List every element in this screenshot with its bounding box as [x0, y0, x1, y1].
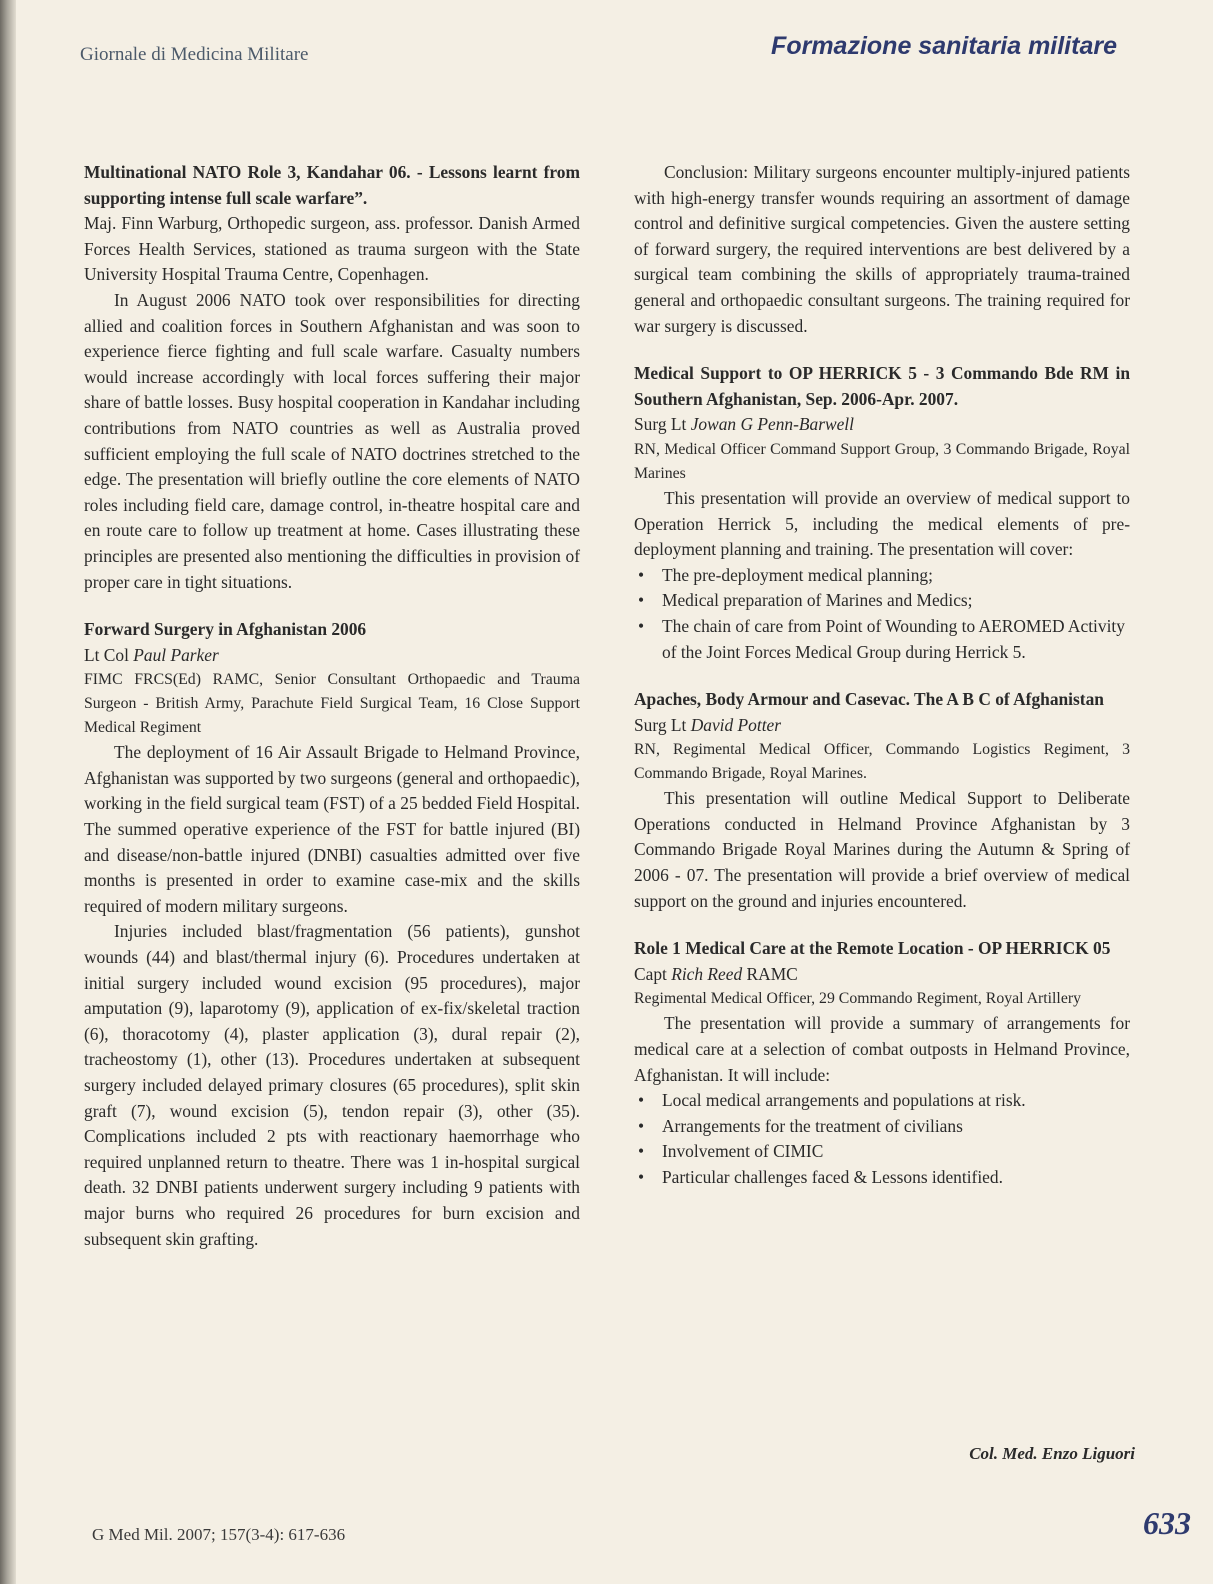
list-item: • The pre-deployment medical planning; — [662, 563, 1130, 589]
abstract-body — [84, 740, 580, 1252]
author-name: Rich Reed — [671, 963, 743, 984]
abstract-herrick5-support — [634, 361, 1130, 665]
abstract-body — [634, 786, 1130, 914]
list-item: • The chain of care from Point of Wounding to AEROMED Activity of the Joint Forces Medical Group during Herrick 5. — [662, 614, 1130, 665]
author-name: David Potter — [690, 714, 782, 735]
book-spine-shadow — [0, 0, 16, 1584]
page-number: 633 — [1143, 1505, 1191, 1541]
list-item: • Arrangements for the treatment of civilians — [662, 1114, 1130, 1140]
list-item: • Particular challenges faced & Lessons identified. — [662, 1165, 1130, 1191]
abstract-affiliation: RN, Regimental Medical Officer, Commando Logistics Regiment, 3 Commando Brigade, Royal Marines. — [634, 741, 1130, 783]
left-column — [84, 160, 580, 1274]
right-column — [634, 160, 1130, 1213]
abstract-role1-remote — [634, 936, 1130, 1190]
author-prefix: Surg Lt — [634, 714, 691, 735]
author-suffix: RAMC — [742, 963, 798, 984]
abstract-paragraph: The presentation will provide a summary of arrangements for medical care at a selection of combat outposts in Helmand Province, Afghanistan. It will include: — [634, 1013, 1130, 1085]
abstract-author — [634, 412, 1130, 438]
author-name: Paul Parker — [133, 644, 219, 665]
editor-signature: Col. Med. Enzo Liguori — [969, 1444, 1135, 1463]
journal-title: Giornale di Medicina Militare — [80, 44, 309, 65]
abstract-author — [634, 713, 1130, 739]
abstract-affiliation: Regimental Medical Officer, 29 Commando Regiment, Royal Artillery — [634, 990, 1081, 1008]
abstract-paragraph: This presentation will provide an overview of medical support to Operation Herrick 5, including the medical elements of pre-deployment planning and training. The presentation will cover: — [634, 487, 1130, 560]
list-item: • Local medical arrangements and populations at risk. — [662, 1088, 1130, 1114]
abstract-body — [634, 160, 1130, 339]
abstract-body — [634, 1011, 1130, 1190]
footer-citation: G Med Mil. 2007; 157(3-4): 617-636 — [92, 1525, 346, 1544]
abstract-affiliation: FIMC FRCS(Ed) RAMC, Senior Consultant Orthopaedic and Trauma Surgeon - British Army, Parachute Field Surgical Team, 16 Close Support Medical Regiment — [84, 671, 580, 737]
abstract-title: Forward Surgery in Afghanistan 2006 — [84, 619, 367, 640]
abstract-paragraph: Conclusion: Military surgeons encounter multiply-injured patients with high-energy transfer wounds requiring an assortment of damage control and definitive surgical competencies. Given the austere setting of forward surgery, the required interventions are best delivered by a surgical team combining the skills of appropriately trauma-trained general and orthopaedic consultant surgeons. The training required for war surgery is discussed. — [634, 162, 1130, 336]
author-name: Jowan G Penn-Barwell — [690, 414, 854, 435]
abstract-body — [84, 288, 580, 595]
abstract-affiliation: RN, Medical Officer Command Support Group, 3 Commando Brigade, Royal Marines — [634, 440, 1130, 482]
abstract-forward-surgery-continued — [634, 160, 1130, 339]
abstract-body — [634, 486, 1130, 665]
abstract-paragraph: The deployment of 16 Air Assault Brigade to Helmand Province, Afghanistan was supported by two surgeons (general and orthopaedic), working in the field surgical team (FST) of a 25 bedded Field Hospital. The summed operative experience of the FST for battle injured (BI) and disease/non-battle injured (DNBI) casualties admitted over five months is presented in order to examine case-mix and the skills required of modern military surgeons. — [84, 742, 580, 916]
bullet-list — [634, 1088, 1130, 1190]
abstract-title: Apaches, Body Armour and Casevac. The A B C of Afghanistan — [634, 689, 1104, 710]
abstract-paragraph: In August 2006 NATO took over responsibilities for directing allied and coalition forces in Southern Afghanistan and was soon to experience fierce fighting and full scale warfare. Casualty numbers would increase accordingly with local forces suffering their major share of battle losses. Busy hospital cooperation in Kandahar including contributions from NATO countries as well as Australia proved sufficient employing the full scale of NATO doctrines stretched to the edge. The presentation will briefly outline the core elements of NATO roles including field care, damage control, in-theatre hospital care and en route care to follow up treatment at home. Cases illustrating these principles are presented also mentioning the difficulties in provision of proper care in tight situations. — [84, 289, 580, 592]
section-title: Formazione sanitaria militare — [771, 32, 1117, 60]
list-item: • Involvement of CIMIC — [662, 1139, 1130, 1165]
abstract-paragraph: This presentation will outline Medical Support to Deliberate Operations conducted in Helmand Province Afghanistan by 3 Commando Brigade Royal Marines during the Autumn & Spring of 2006 - 07. The presentation will provide a brief overview of medical support on the ground and injuries encountered. — [634, 788, 1130, 911]
author-prefix: Lt Col — [84, 644, 134, 665]
abstract-title: Multinational NATO Role 3, Kandahar 06. - Lessons learnt from supporting intense full scale warfare”. — [84, 162, 580, 208]
abstract-affiliation: Maj. Finn Warburg, Orthopedic surgeon, ass. professor. Danish Armed Forces Health Services, stationed as trauma surgeon with the State University Hospital Trauma Centre, Copenhagen. — [84, 213, 580, 285]
abstract-nato-role3 — [84, 160, 580, 595]
author-prefix: Capt — [634, 963, 672, 984]
bullet-list — [634, 563, 1130, 665]
abstract-forward-surgery — [84, 617, 580, 1252]
abstract-paragraph: Injuries included blast/fragmentation (56 patients), gunshot wounds (44) and blast/thermal injury (6). Procedures undertaken at initial surgery included wound excision (95 procedures), major amputation (9), laparotomy (9), application of ex-fix/skeletal traction (6), thoracotomy (4), plaster application (3), dural repair (2), tracheostomy (1), other (13). Procedures undertaken at subsequent surgery included delayed primary closures (65 procedures), split skin graft (7), wound excision (5), tendon repair (3), other (35). Complications included 2 pts with reactionary haemorrhage who required unplanned return to theatre. There was 1 in-hospital surgical death. 32 DNBI patients underwent surgery including 9 patients with major burns who required 26 procedures for burn excision and subsequent skin grafting. — [84, 921, 580, 1249]
abstract-title: Role 1 Medical Care at the Remote Location - OP HERRICK 05 — [634, 938, 1111, 959]
abstract-apaches-abc — [634, 687, 1130, 914]
abstract-author — [634, 962, 1130, 988]
list-item: • Medical preparation of Marines and Medics; — [662, 588, 1130, 614]
abstract-author — [84, 643, 580, 669]
author-prefix: Surg Lt — [634, 414, 691, 435]
abstract-title: Medical Support to OP HERRICK 5 - 3 Commando Bde RM in Southern Afghanistan, Sep. 2006-Apr. 2007. — [634, 363, 1130, 409]
